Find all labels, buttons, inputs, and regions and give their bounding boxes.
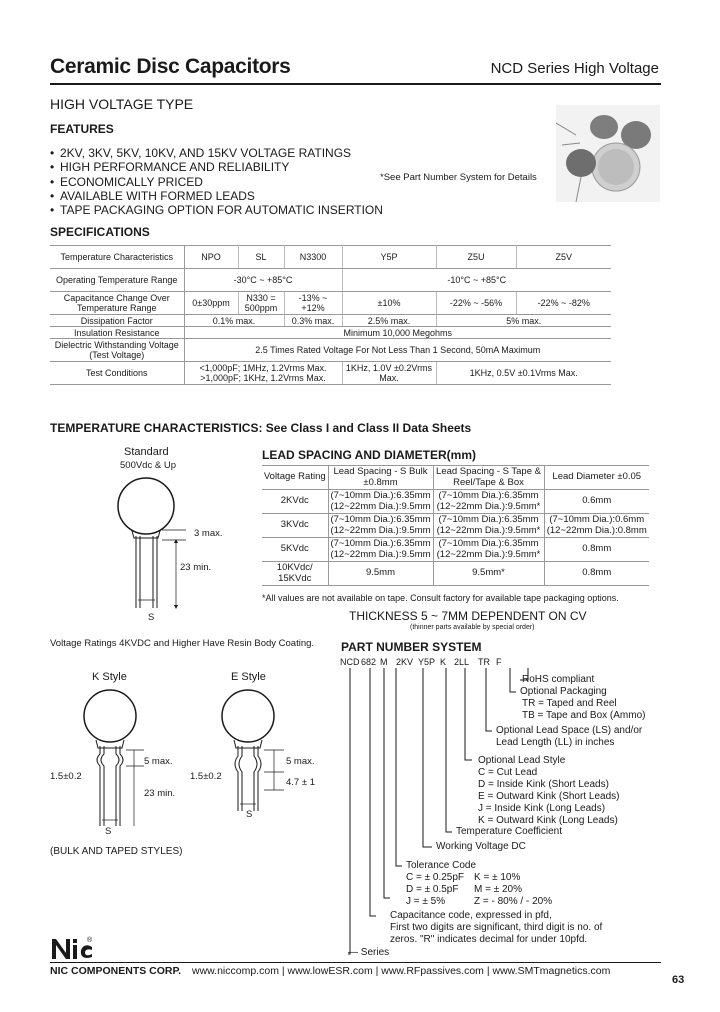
- footer-rule: [50, 962, 661, 963]
- e-style-dim-lead: 1.5±0.2: [190, 771, 222, 782]
- code-tolerance: M: [380, 657, 388, 667]
- page-number: 63: [672, 974, 685, 986]
- feature-item: • HIGH PERFORMANCE AND RELIABILITY: [50, 160, 290, 175]
- subtitle: HIGH VOLTAGE TYPE: [50, 96, 194, 112]
- lead-spacing-table: [262, 465, 649, 586]
- footer-links[interactable]: www.niccomp.com | www.lowESR.com | www.RFpassives.com | www.SMTmagnetics.com: [192, 965, 611, 977]
- lead-style-desc: Optional Lead Style C = Cut Lead D = Inside Kink (Short Leads) E = Outward Kink (Short Leads) J = Inside Kink (Long Leads) K = Outward Kink (Long Leads): [478, 755, 620, 826]
- standard-dim-max: 3 max.: [194, 528, 223, 539]
- standard-label: Standard: [124, 446, 169, 458]
- e-style-label: E Style: [231, 671, 266, 683]
- product-photo: [556, 105, 660, 202]
- k-style-dim-min: 23 min.: [144, 788, 176, 799]
- code-voltage: 2KV: [396, 657, 414, 667]
- part-number-code: [340, 657, 506, 667]
- thickness-sub: (thinner parts available by special order): [410, 624, 535, 631]
- lead-spacing-note: *All values are not available on tape. Consult factory for available tape packaging options.: [262, 593, 619, 603]
- feature-item: • ECONOMICALLY PRICED: [50, 174, 203, 189]
- temperature-heading: TEMPERATURE CHARACTERISTICS: See Class I and Class II Data Sheets: [50, 421, 472, 435]
- table-row: 5KVdc (7~10mm Dia.):6.35mm (12~22mm Dia.):9.5mm (7~10mm Dia.):6.35mm (12~22mm Dia.):9.5mm* 0.8mm: [262, 538, 649, 562]
- resin-note: Voltage Ratings 4KVDC and Higher Have Resin Body Coating.: [50, 638, 315, 649]
- bulk-note: (BULK AND TAPED STYLES): [50, 846, 183, 857]
- temp-coeff-desc: Temperature Coefficient: [456, 826, 562, 837]
- series-title: NCD Series High Voltage: [490, 60, 659, 77]
- lead-spacing-heading: LEAD SPACING AND DIAMETER(mm): [262, 448, 477, 462]
- features-heading: FEATURES: [50, 122, 114, 136]
- specifications-heading: SPECIFICATIONS: [50, 225, 150, 239]
- e-style-dim-kink: 4.7 ± 1: [286, 777, 315, 788]
- code-lead-style: K: [440, 657, 447, 667]
- tolerance-desc: Tolerance Code C = ± 0.25pF K = ± 10% D = ± 0.5pF M = ± 20% J = ± 5% Z = - 80% / - 20%: [406, 860, 553, 907]
- code-capacitance: 682: [361, 657, 377, 667]
- footer: [50, 965, 610, 977]
- company-name: NIC COMPONENTS CORP.: [50, 965, 182, 977]
- feature-item: • AVAILABLE WITH FORMED LEADS: [50, 188, 255, 203]
- series-desc: — Series: [348, 947, 390, 958]
- lead-space-desc: Optional Lead Space (LS) and/or Lead Length (LL) in inches: [496, 725, 643, 748]
- table-row: 10KVdc/ 15KVdc 9.5mm 9.5mm* 0.8mm: [262, 562, 649, 586]
- code-rohs: F: [496, 657, 502, 667]
- k-style-s-label: S: [105, 826, 112, 837]
- table-row: 2KVdc (7~10mm Dia.):6.35mm (12~22mm Dia.):9.5mm (7~10mm Dia.):6.35mm (12~22mm Dia.):9.5mm* 0.6mm: [262, 490, 649, 514]
- standard-drawing: [110, 470, 220, 620]
- code-temp-coeff: Y5P: [418, 657, 436, 667]
- code-series: NCD: [340, 657, 360, 667]
- e-style-s-label: S: [246, 809, 253, 820]
- nic-logo: [50, 935, 96, 961]
- capacitance-desc: Capacitance code, expressed in pfd, First two digits are significant, third digit is no. of zeros. "R" indicates decimal for under 10pfd.: [390, 910, 603, 945]
- table-row: Temperature Characteristics NPO SL N3300 Y5P Z5U Z5V: [50, 246, 611, 269]
- rohs-desc: RoHS compliant: [522, 674, 595, 685]
- e-style-dim-max: 5 max.: [286, 756, 315, 767]
- table-row: Capacitance Change Over Temperature Range 0±30ppm N330 = 500ppm -13% ~ +12% ±10% -22% ~ -56% -22% ~ -82%: [50, 292, 611, 315]
- header-rule: [50, 83, 661, 85]
- feature-item: • TAPE PACKAGING OPTION FOR AUTOMATIC INSERTION: [50, 203, 383, 218]
- working-voltage-desc: Working Voltage DC: [436, 841, 526, 852]
- features-note: *See Part Number System for Details: [380, 172, 537, 183]
- part-number-heading: PART NUMBER SYSTEM: [341, 640, 482, 654]
- table-row: Insulation Resistance Minimum 10,000 Megohms: [50, 327, 611, 339]
- code-packaging: TR: [478, 657, 490, 667]
- specifications-table: [50, 245, 611, 385]
- table-row: Voltage Rating Lead Spacing - S Bulk ±0.8mm Lead Spacing - S Tape & Reel/Tape & Box Lead Diameter ±0.05: [262, 466, 649, 490]
- k-style-dim-lead: 1.5±0.2: [50, 771, 82, 782]
- table-row: Operating Temperature Range -30°C ~ +85°C -10°C ~ +85°C: [50, 269, 611, 292]
- standard-s-label: S: [148, 612, 155, 623]
- k-style-dim-max: 5 max.: [144, 756, 173, 767]
- code-lead-length: 2LL: [454, 657, 470, 667]
- page-title: Ceramic Disc Capacitors: [50, 55, 291, 78]
- feature-item: • 2KV, 3KV, 5KV, 10KV, AND 15KV VOLTAGE RATINGS: [50, 146, 352, 160]
- standard-sub: 500Vdc & Up: [120, 460, 176, 471]
- table-row: Dielectric Withstanding Voltage (Test Voltage) 2.5 Times Rated Voltage For Not Less Than 1 Second, 50mA Maximum: [50, 339, 611, 362]
- table-row: 3KVdc (7~10mm Dia.):6.35mm (12~22mm Dia.):9.5mm (7~10mm Dia.):6.35mm (12~22mm Dia.):9.5mm* (7~10mm Dia.):0.6mm (12~22mm Dia.):0.8mm: [262, 514, 649, 538]
- k-style-label: K Style: [92, 671, 127, 683]
- thickness-note: THICKNESS 5 ~ 7MM DEPENDENT ON CV: [349, 609, 587, 623]
- features-list: [50, 146, 383, 217]
- standard-dim-min: 23 min.: [180, 562, 212, 573]
- table-row: Dissipation Factor 0.1% max. 0.3% max. 2.5% max. 5% max.: [50, 315, 611, 327]
- packaging-desc: Optional Packaging TR = Taped and Reel TB = Tape and Box (Ammo): [520, 686, 646, 721]
- table-row: Test Conditions <1,000pF; 1MHz, 1.2Vrms Max. >1,000pF; 1KHz, 1.2Vrms Max. 1KHz, 1.0V ±0.2Vrms Max. 1KHz, 0.5V ±0.1Vrms Max.: [50, 362, 611, 385]
- svg-text:®: ®: [87, 937, 93, 944]
